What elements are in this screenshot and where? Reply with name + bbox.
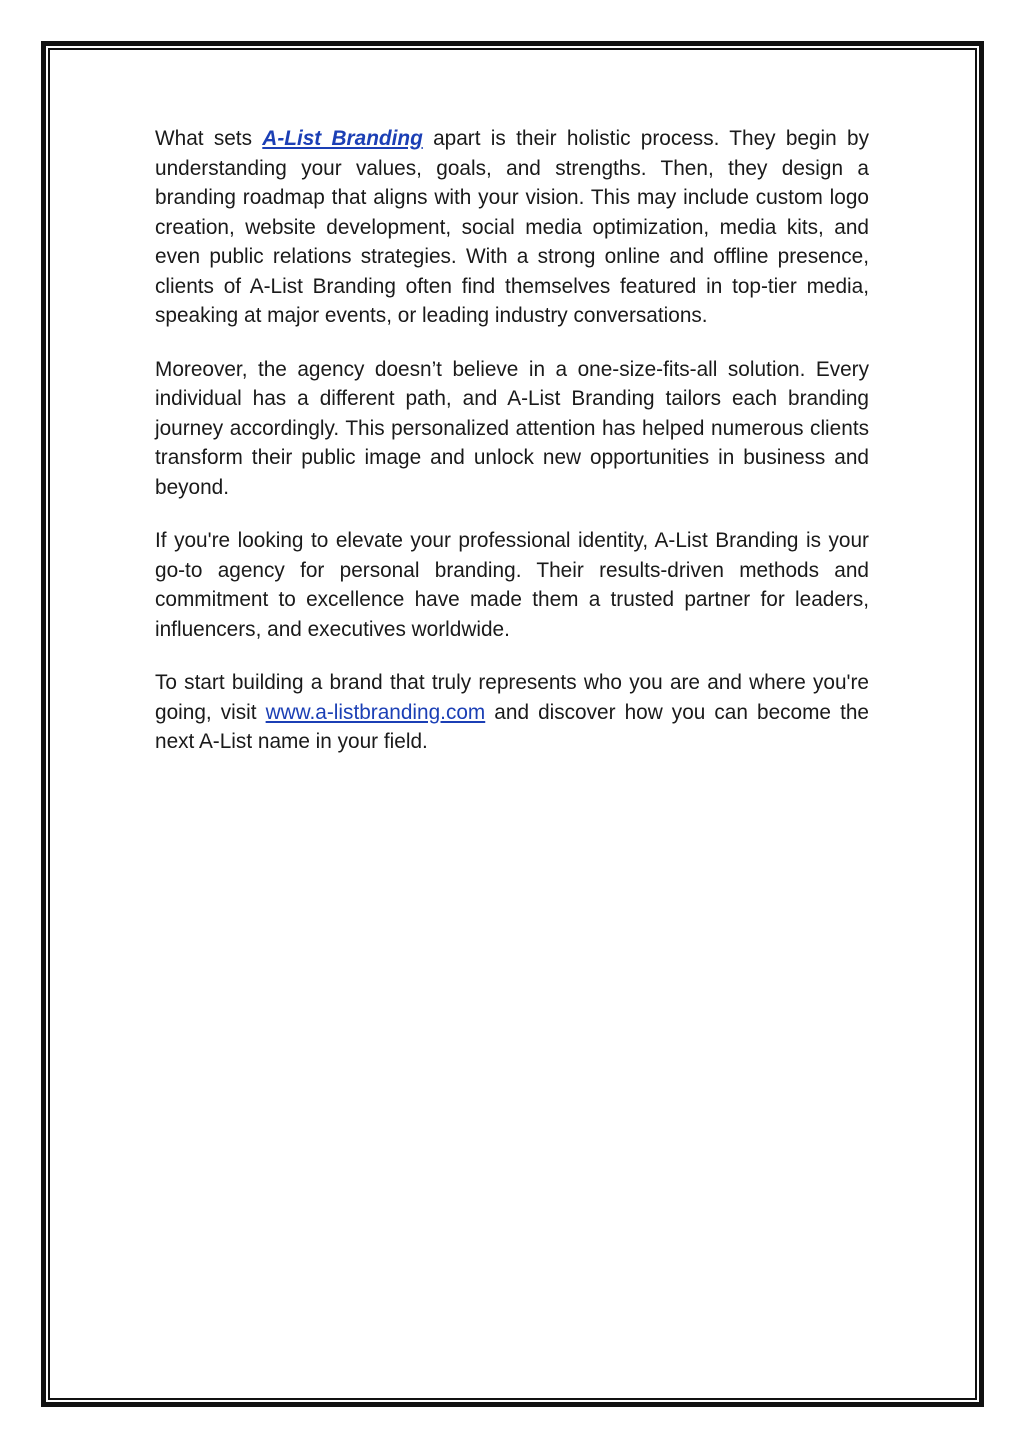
paragraph-1-rest: apart is their holistic process. They begin by understanding your values, goals, and strengths. Then, they design a branding roadmap that aligns with your vision. This may include custom logo creation, website development, social media optimization, media kits, and even public relations strategies. With a strong online and offline presence, clients of A-List Branding often find themselves featured in top-tier media, speaking at major events, or leading industry conversations. bbox=[155, 127, 869, 327]
paragraph-professional-identity: If you're looking to elevate your professional identity, A-List Branding is your go-to agency for personal branding. Their results-driven methods and commitment to excellence have made them a trusted partner for leaders, influencers, and executives worldwide. bbox=[155, 529, 869, 641]
paragraph-holistic-process bbox=[155, 124, 869, 331]
paragraph-call-to-action bbox=[155, 668, 869, 757]
paragraph-4-lead: To start building a brand that truly represents who you are and where you're going, visit bbox=[155, 671, 869, 724]
website-url-link[interactable]: www.a-listbranding.com bbox=[265, 700, 486, 724]
paragraph-4-rest: and discover how you can become the next A-List name in your field. bbox=[155, 700, 869, 753]
document-body bbox=[155, 124, 869, 781]
paragraph-1-lead: What sets bbox=[155, 127, 263, 150]
paragraph-tailored-solutions: Moreover, the agency doesn’t believe in a one-size-fits-all solution. Every individual has a different path, and A-List Branding tailors each branding journey accordingly. This personalized attention has helped numerous clients transform their public image and unlock new opportunities in business and beyond. bbox=[155, 357, 869, 499]
a-list-branding-link[interactable]: A-List Branding bbox=[262, 127, 423, 150]
